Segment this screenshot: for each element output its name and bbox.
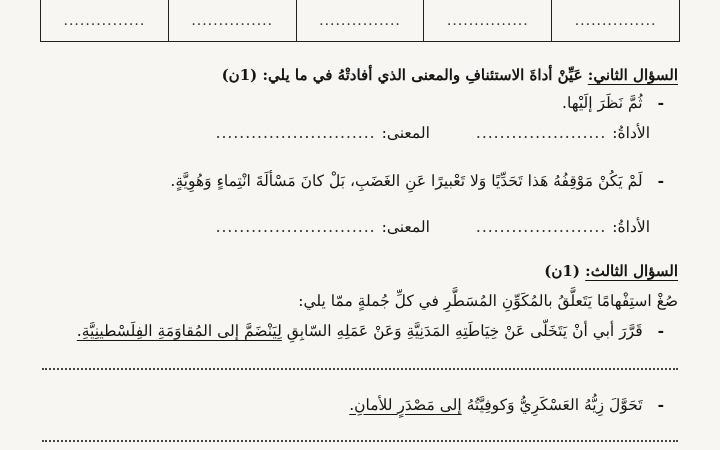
question-3-instruction: صُغْ استِفْهامًا يَتَعلَّقُ بالمُكَوِّنِ المُسَطَّرِ في كلِّ جُملةٍ ممّا يلي: [298, 292, 678, 310]
bullet: - [657, 93, 664, 112]
bullet: - [657, 321, 664, 340]
q2-item-1-text: ثُمَّ نَظَرَ إلَيْها. [562, 94, 643, 112]
grid-cell[interactable]: ............... [296, 0, 424, 41]
tool-label: الأداةُ: [612, 124, 650, 142]
meaning-label: المعنى: [381, 218, 430, 236]
q2-item-1-answer-row [42, 124, 650, 142]
q3-item-2-answer-line[interactable] [42, 440, 678, 442]
question-2-instruction: عَيِّنْ أداةَ الاستئنافِ والمعنى الذي أفادتْهُ في ما يلي: [262, 66, 583, 84]
q3-item-2-underlined: إلى مَصْدَرٍ للأمانِ. [349, 396, 462, 414]
grid-cell[interactable]: ............... [63, 12, 146, 29]
grid-cell[interactable]: ............... [423, 0, 551, 41]
q3-item-1 [42, 320, 664, 342]
question-3-title [42, 260, 678, 282]
meaning-label: المعنى: [381, 124, 430, 142]
tool-label: الأداةُ: [612, 218, 650, 236]
q3-item-1-text: قَرَّرَ أبي أنْ يَتَخَلّى عَنْ خِيَاطَتِهِ المَدَنِيَّةِ وَعَنْ عَمَلِهِ السّابِقِ [286, 322, 643, 340]
q3-item-2-text: تَحَوَّلَ زِيُّهُ العَسْكَرِيُّ وَكوفِيَّتُهُ [466, 396, 643, 414]
q2-item-2-answer-row [42, 218, 650, 236]
grid-cell[interactable]: ............... [168, 0, 296, 41]
q2-item-2 [42, 170, 664, 192]
bullet: - [657, 395, 664, 414]
bullet: - [657, 171, 664, 190]
tool-answer-field[interactable]: ...................... [475, 124, 607, 142]
answer-grid-table [40, 0, 680, 42]
question-2-title [42, 64, 678, 86]
meaning-answer-field[interactable]: ........................... [215, 218, 376, 236]
q3-item-1-underlined: لِيَنْضَمَّ إلى المُقاوَمَةِ الفِلَسْطينِيَّةِ. [76, 322, 282, 340]
question-2-mark: (1ن) [221, 66, 258, 84]
q3-item-1-answer-line[interactable] [42, 368, 678, 370]
grid-cell[interactable]: ............... [551, 0, 679, 41]
question-3-mark: (1ن) [544, 262, 580, 280]
meaning-answer-field[interactable]: ........................... [215, 124, 376, 142]
q2-item-1 [42, 92, 664, 114]
q2-item-2-text: لَمْ يَكُنْ مَوْقِفُهُ هَذا تَحَدِّيًا وَلا تَعْبيرًا عَنِ الغَضَبِ، بَلْ كانَ مَسْألَةَ انْتِماءٍ وَهُوِيَّةٍ. [170, 172, 643, 190]
q3-item-2 [42, 394, 664, 416]
question-2-label: السؤال الثاني: [587, 66, 678, 84]
tool-answer-field[interactable]: ...................... [475, 218, 607, 236]
question-3-label: السؤال الثالث: [585, 262, 678, 280]
